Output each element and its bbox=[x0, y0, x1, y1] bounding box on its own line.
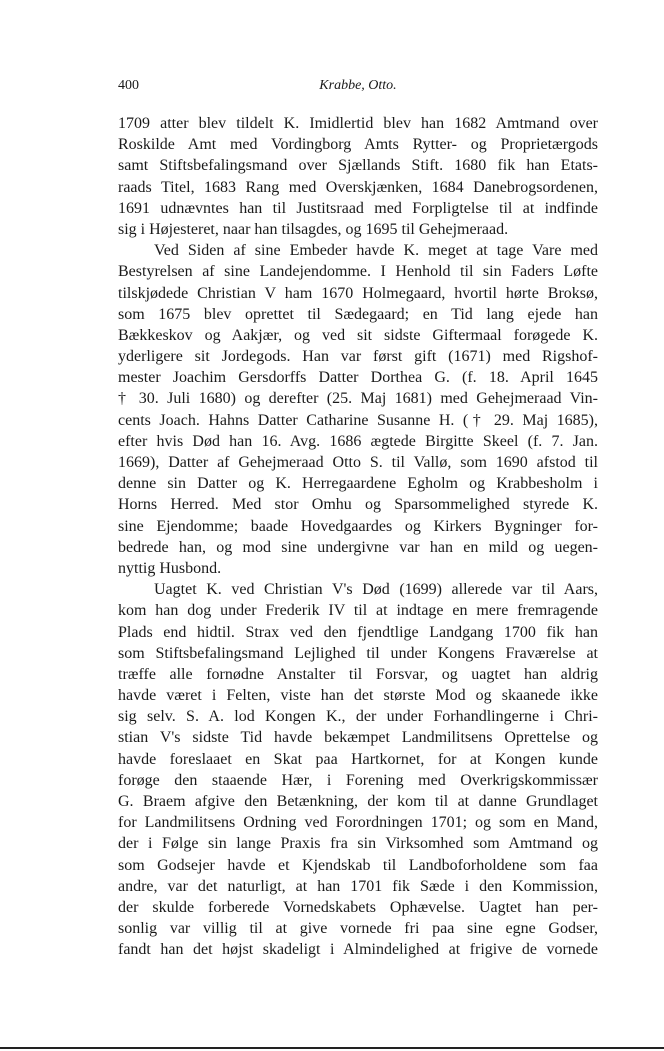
text-line: Roskilde Amt med Vordingborg Amts Rytter- og Proprietærgods bbox=[118, 136, 598, 154]
text-line: som Godsejer havde et Kjendskab til Landboforholdene som faa bbox=[118, 856, 598, 874]
text-line: der skulde forberede Vornedskabets Ophævelse. Uagtet han per- bbox=[118, 898, 598, 916]
text-line: bedrede han, og mod sine undergivne var han en mild og uegen- bbox=[118, 538, 598, 556]
text-line: samt Stiftsbefalingsmand over Sjællands Stift. 1680 fik han Etats- bbox=[118, 157, 598, 175]
text-line: mester Joachim Gersdorffs Datter Dorthea G. (f. 18. April 1645 bbox=[118, 369, 598, 387]
page-number: 400 bbox=[118, 78, 139, 93]
text-line: G. Braem afgive den Betænkning, der kom til at danne Grundlaget bbox=[118, 793, 598, 810]
text-line: tilskjødede Christian V ham 1670 Holmegaard, hvortil hørte Broksø, bbox=[118, 284, 598, 302]
text-line: Uagtet K. ved Christian V's Død (1699) allerede var til Aars, bbox=[154, 581, 598, 599]
text-line: for Landmilitsens Ordning ved Forordningen 1701; og som en Mand, bbox=[118, 814, 598, 832]
text-line: sig i Højesteret, naar han tilsagdes, og 1695 til Gehejmeraad. bbox=[118, 220, 509, 238]
text-line: Bestyrelsen af sine Landejendomme. I Henhold til sin Faders Løfte bbox=[118, 263, 598, 281]
text-line: Ved Siden af sine Embeder havde K. meget at tage Vare med bbox=[154, 242, 598, 260]
page-header bbox=[118, 78, 598, 98]
text-line: raads Titel, 1683 Rang med Overskjænken, 1684 Danebrogsordenen, bbox=[118, 178, 598, 196]
paragraph bbox=[118, 579, 598, 960]
text-line: forøge den staaende Hær, i Forening med Overkrigskommissær bbox=[118, 771, 598, 789]
text-line: 1669), Datter af Gehejmeraad Otto S. til Vallø, som 1690 afstod til bbox=[118, 454, 598, 471]
text-line: der i Følge sin lange Praxis fra sin Virksomhed som Amtmand og bbox=[118, 835, 598, 853]
text-line: 1709 atter blev tildelt K. Imidlertid blev han 1682 Amtmand over bbox=[118, 115, 598, 132]
text-line: sig selv. S. A. lod Kongen K., der under Forhandlingerne i Chri- bbox=[118, 708, 598, 726]
text-line: nyttig Husbond. bbox=[118, 559, 222, 577]
text-line: kom han dog under Frederik IV til at indtage en mere fremragende bbox=[118, 602, 598, 620]
body-text bbox=[118, 113, 598, 961]
running-title: Krabbe, Otto. bbox=[319, 78, 397, 93]
text-line: Plads end hidtil. Strax ved den fjendtlige Landgang 1700 fik han bbox=[118, 623, 598, 641]
text-line: fandt han det højst skadeligt i Almindelighed at frigive de vornede bbox=[118, 941, 598, 959]
text-line: sine Ejendomme; baade Hovedgaardes og Kirkers Bygninger for- bbox=[118, 517, 598, 535]
text-line: 1691 udnævntes han til Justitsraad med Forpligtelse til at indfinde bbox=[118, 199, 598, 217]
paragraph bbox=[118, 240, 598, 579]
text-line: havde foreslaaet en Skat paa Hartkornet, for at Kongen kunde bbox=[118, 750, 598, 768]
text-line: andre, var det naturligt, at han 1701 fik Sæde i den Kommission, bbox=[118, 877, 598, 895]
text-line: Horns Herred. Med stor Omhu og Sparsommelighed styrede K. bbox=[118, 496, 598, 514]
text-line: cents Joach. Hahns Datter Catharine Susanne H. († 29. Maj 1685), bbox=[118, 411, 598, 429]
paragraph bbox=[118, 113, 598, 240]
text-line: denne sin Datter og K. Herregaardene Egholm og Krabbesholm i bbox=[118, 475, 598, 493]
text-line: træffe alle fornødne Anstalter til Forsvar, og uagtet han aldrig bbox=[118, 665, 598, 683]
page-edge-line bbox=[0, 1047, 664, 1049]
text-line: † 30. Juli 1680) og derefter (25. Maj 1681) med Gehejmeraad Vin- bbox=[118, 390, 598, 408]
text-line: yderligere sit Jordegods. Han var først gift (1671) med Rigshof- bbox=[118, 348, 598, 366]
text-line: som Stiftsbefalingsmand Lejlighed til under Kongens Fraværelse at bbox=[118, 644, 598, 662]
text-line: sonlig var villig til at give vornede fri paa sine egne Godser, bbox=[118, 920, 598, 938]
text-line: efter hvis Død han 16. Avg. 1686 ægtede Birgitte Skeel (f. 7. Jan. bbox=[118, 432, 598, 450]
text-line: havde været i Felten, viste han det største Mod og skaanede ikke bbox=[118, 687, 598, 705]
text-line: Bækkeskov og Aakjær, og ved sit sidste Giftermaal forøgede K. bbox=[118, 326, 598, 344]
text-line: som 1675 blev oprettet til Sædegaard; en Tid lang ejede han bbox=[118, 305, 598, 323]
text-line: stian V's sidste Tid havde bekæmpet Landmilitsens Oprettelse og bbox=[118, 729, 598, 747]
